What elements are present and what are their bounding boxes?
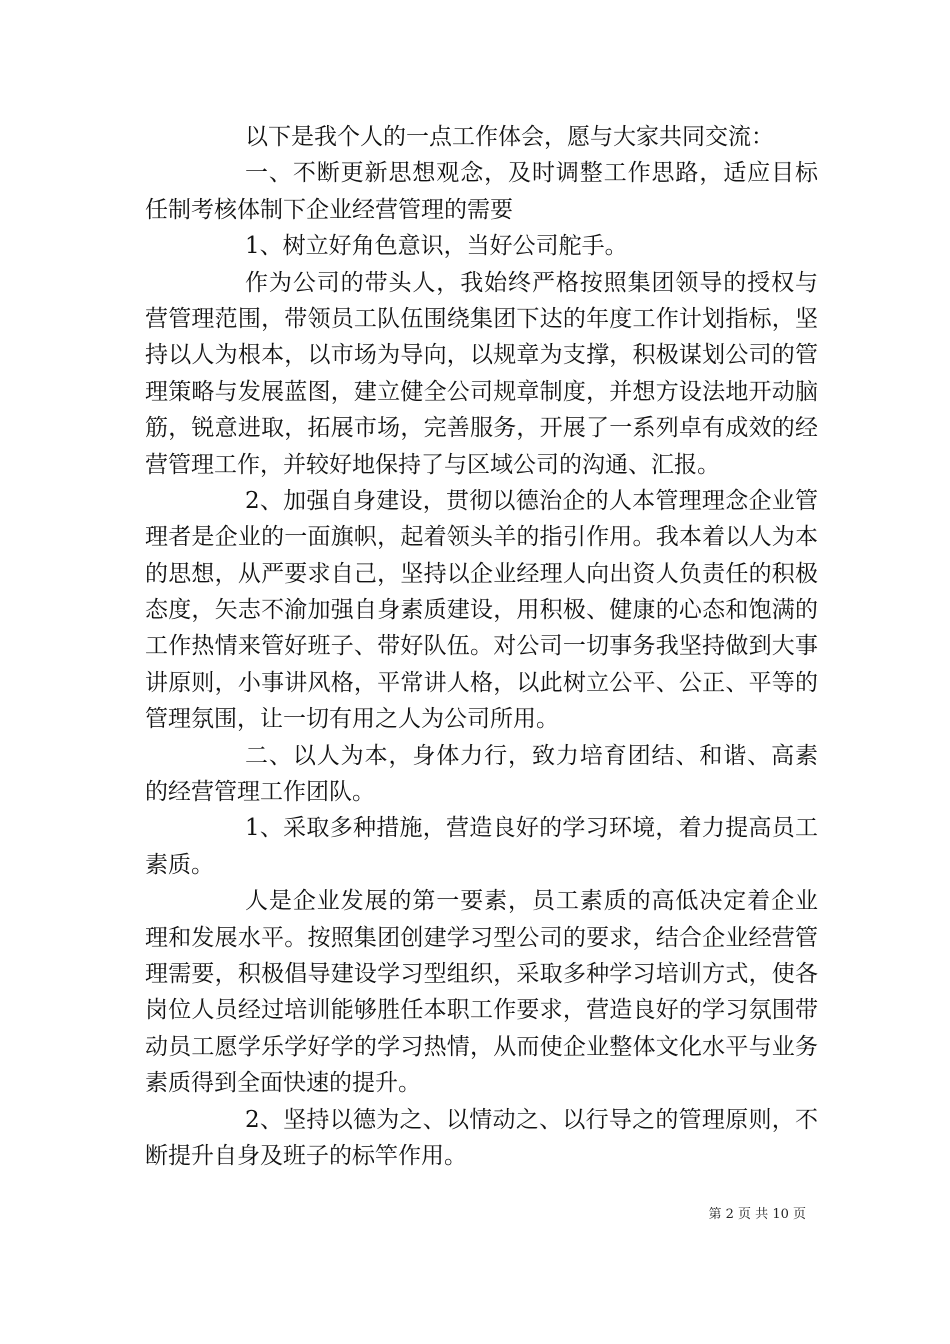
- text-line: 素质得到全面快速的提升。: [145, 1070, 421, 1097]
- text-line: 素质。: [145, 851, 214, 878]
- text-line: 岗位人员经过培训能够胜任本职工作要求，营造良好的学习氛围带: [145, 997, 818, 1024]
- paragraph: [145, 265, 818, 483]
- text-line: 以下是我个人的一点工作体会，愿与大家共同交流：: [245, 124, 774, 150]
- text-line: 1、采取多种措施，营造良好的学习环境，着力提高员工: [245, 815, 818, 842]
- text-line: 工作热情来管好班子、带好队伍。对公司一切事务我坚持做到大事: [145, 633, 818, 660]
- text-line: 理需要，积极倡导建设学习型组织，采取多种学习培训方式，使各: [145, 960, 818, 987]
- text-line: 二、以人为本，身体力行，致力培育团结、和谐、高素: [245, 742, 818, 769]
- text-line: 断提升自身及班子的标竿作用。: [145, 1142, 467, 1169]
- text-line: 人是企业发展的第一要素，员工素质的高低决定着企业: [245, 888, 818, 915]
- text-line: 作为公司的带头人，我始终严格按照集团领导的授权与: [245, 269, 818, 296]
- paragraph: [145, 810, 818, 883]
- paragraph: [145, 483, 818, 738]
- text-line: 营管理范围，带领员工队伍围绕集团下达的年度工作计划指标，坚: [145, 305, 818, 332]
- paragraph: [145, 883, 818, 1101]
- text-line: 动员工愿学乐学好学的学习热情，从而使企业整体文化水平与业务: [145, 1033, 818, 1060]
- text-line: 筋，锐意进取，拓展市场，完善服务，开展了一系列卓有成效的经: [145, 415, 818, 442]
- text-line: 管理氛围，让一切有用之人为公司所用。: [145, 706, 559, 733]
- text-line: 态度，矢志不渝加强自身素质建设，用积极、健康的心态和饱满的: [145, 597, 818, 624]
- paragraph: [145, 155, 818, 228]
- page-number: 第 2 页 共 10 页: [708, 1207, 806, 1222]
- text-line: 理策略与发展蓝图，建立健全公司规章制度，并想方设法地开动脑: [145, 378, 818, 405]
- text-line: 持以人为根本，以市场为导向，以规章为支撑，积极谋划公司的管: [145, 342, 818, 369]
- paragraph: [145, 738, 818, 811]
- text-line: 的思想，从严要求自己，坚持以企业经理人向出资人负责任的积极: [145, 560, 818, 587]
- text-line: 的经营管理工作团队。: [145, 779, 375, 806]
- text-line: 1、树立好角色意识，当好公司舵手。: [245, 233, 628, 260]
- text-line: 一、不断更新思想观念，及时调整工作思路，适应目标: [245, 160, 818, 187]
- text-line: 讲原则，小事讲风格，平常讲人格，以此树立公平、公正、平等的: [145, 669, 818, 696]
- text-line: 2、坚持以德为之、以情动之、以行导之的管理原则，不: [245, 1106, 818, 1133]
- text-line: 营管理工作，并较好地保持了与区域公司的沟通、汇报。: [145, 451, 720, 478]
- text-line: 任制考核体制下企业经营管理的需要: [145, 196, 513, 223]
- document-body: [145, 119, 818, 1174]
- paragraph: [145, 119, 818, 155]
- text-line: 理者是企业的一面旗帜，起着领头羊的指引作用。我本着以人为本: [145, 524, 818, 551]
- paragraph: [145, 228, 818, 264]
- paragraph: [145, 1102, 818, 1175]
- text-line: 理和发展水平。按照集团创建学习型公司的要求，结合企业经营管: [145, 924, 818, 951]
- text-line: 2、加强自身建设，贯彻以德治企的人本管理理念企业管: [245, 487, 818, 514]
